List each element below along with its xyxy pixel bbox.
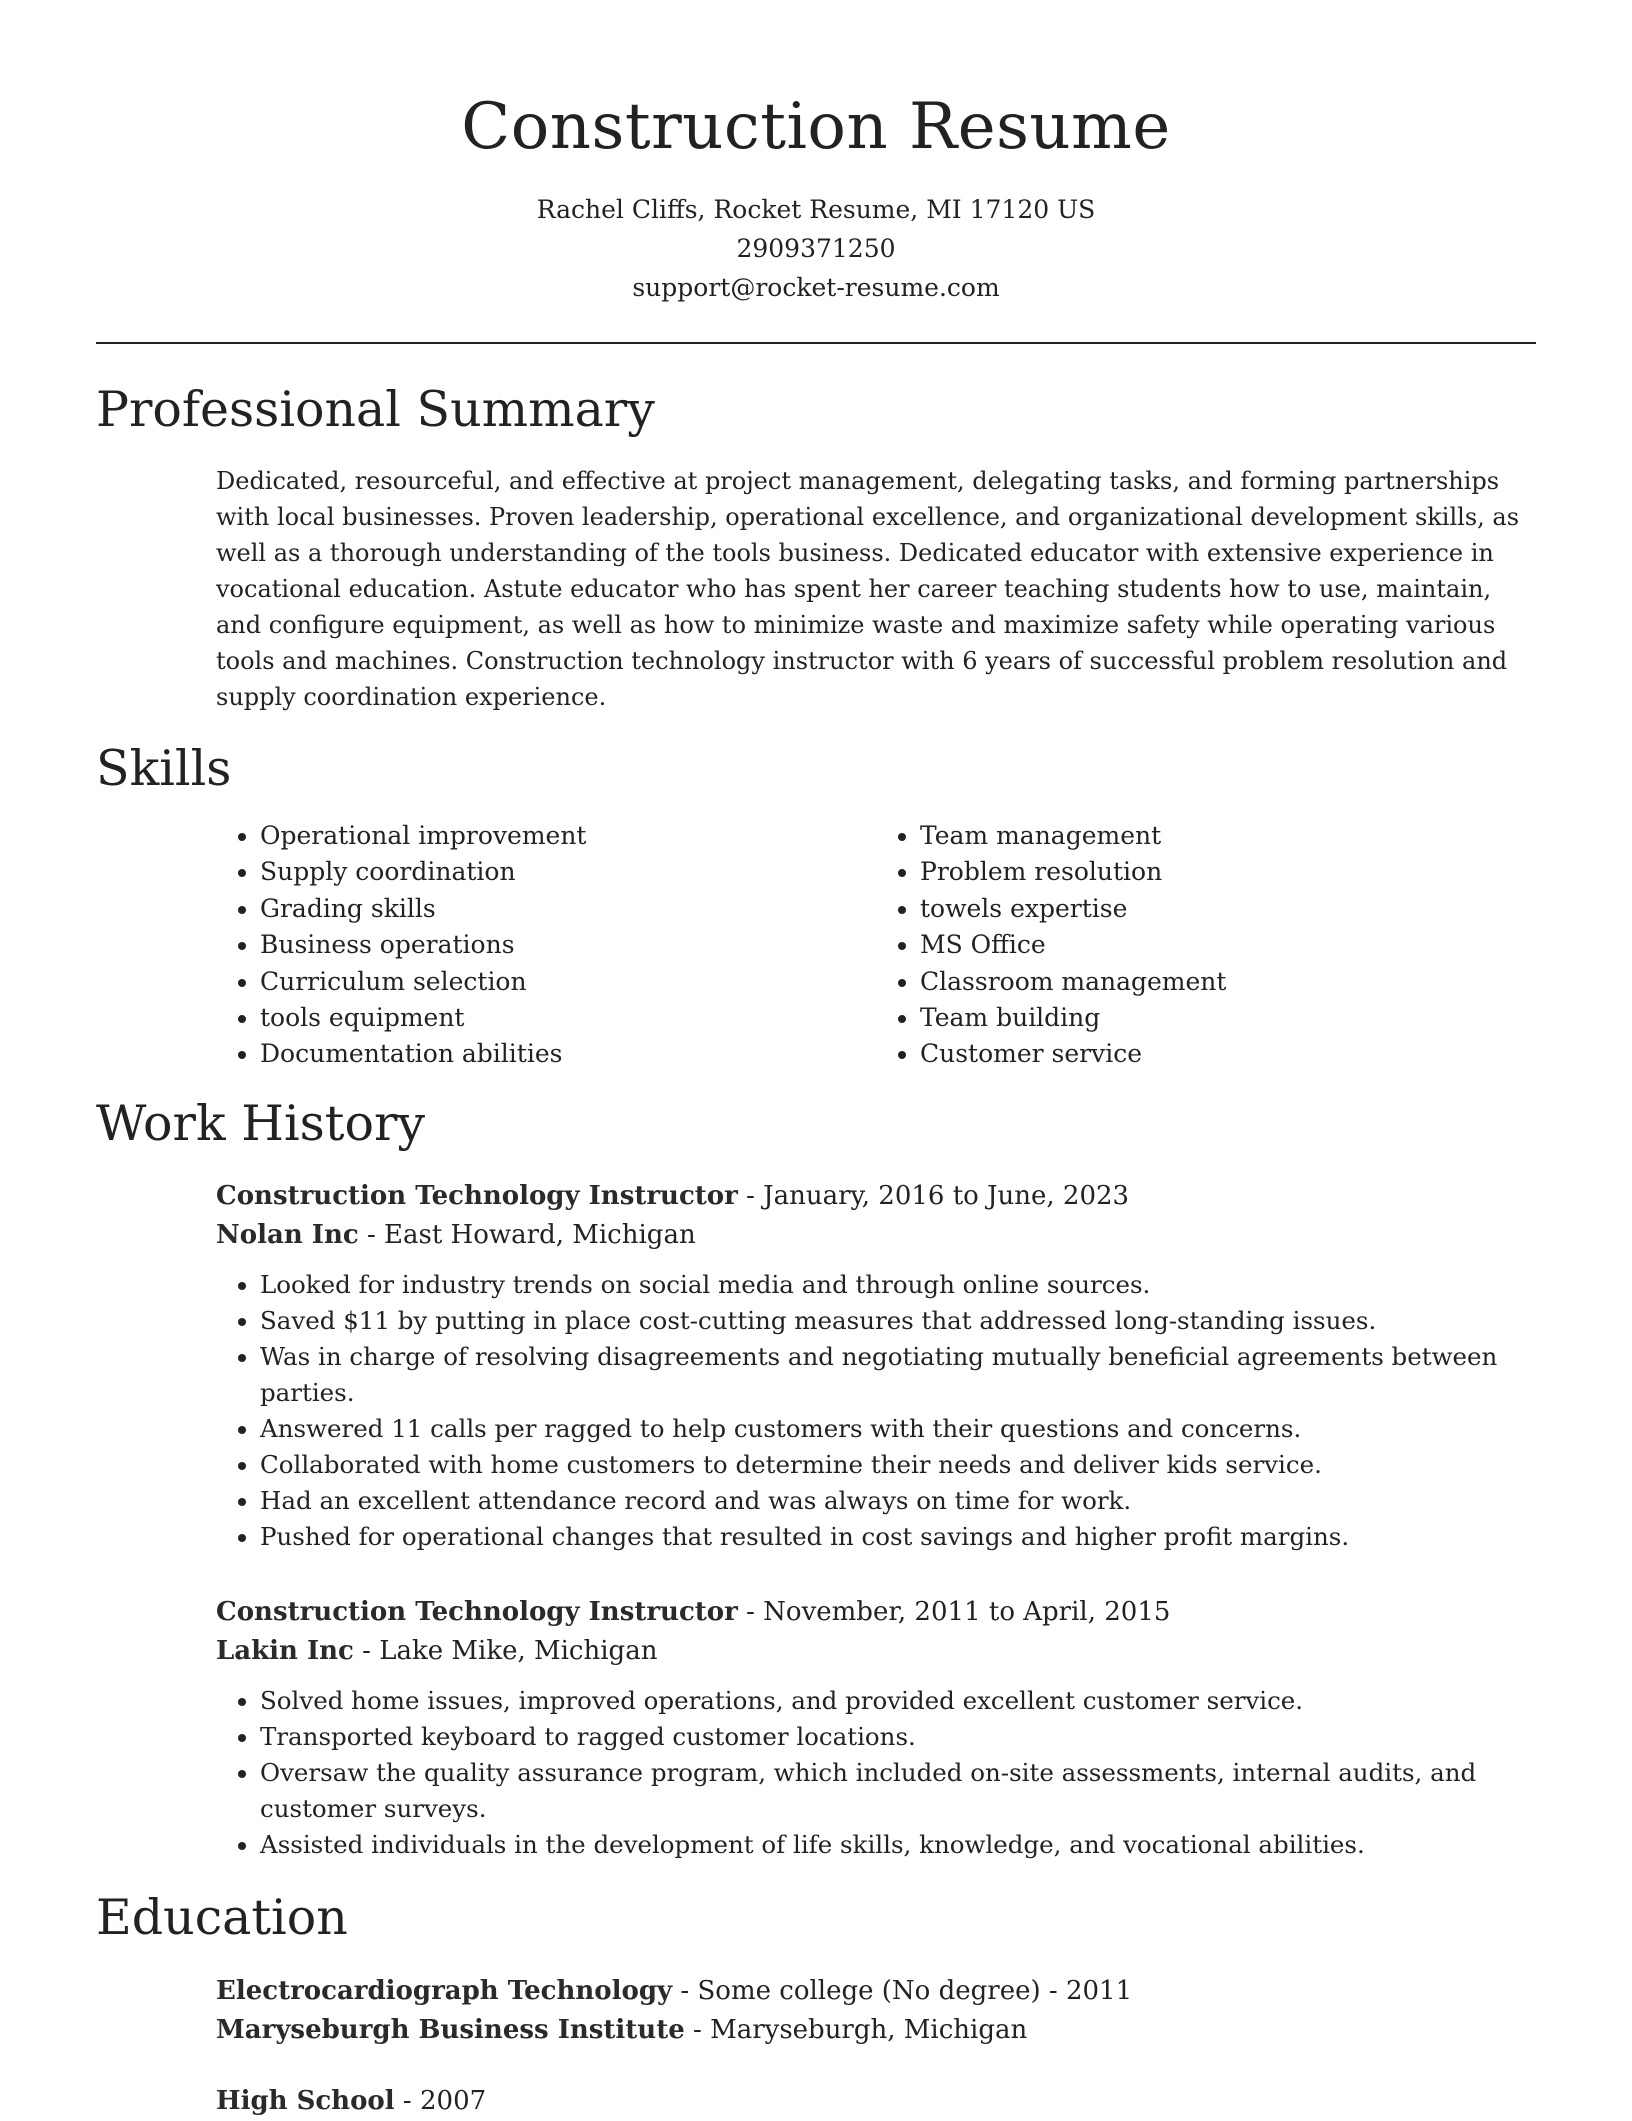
education-program: High School — [216, 2086, 395, 2116]
education-program: Electrocardiograph Technology — [216, 1976, 673, 2006]
contact-address: Rachel Cliffs, Rocket Resume, MI 17120 US — [536, 195, 1096, 224]
education-location: Maryseburgh, Michigan — [710, 2015, 1028, 2045]
skill-item: • Grading skills — [260, 891, 876, 927]
job-dates: November, 2011 to April, 2015 — [763, 1597, 1171, 1627]
education-entry — [216, 1972, 1536, 2050]
separator: - — [672, 1976, 698, 2006]
separator: - — [394, 2086, 420, 2116]
job-company: Nolan Inc — [216, 1220, 359, 1250]
job-dates: January, 2016 to June, 2023 — [763, 1181, 1130, 1211]
job-bullet: • Solved home issues, improved operations, and provided excellent customer service. — [260, 1683, 1536, 1719]
skill-item: • towels expertise — [920, 891, 1536, 927]
skill-item: • Supply coordination — [260, 854, 876, 890]
skill-item: • Curriculum selection — [260, 964, 876, 1000]
summary-heading: Professional Summary — [96, 381, 655, 438]
separator: - — [1040, 1976, 1066, 2006]
skill-item: • Documentation abilities — [260, 1036, 876, 1072]
resume-title: Construction Resume — [461, 90, 1171, 164]
job-location: Lake Mike, Michigan — [379, 1636, 658, 1666]
job-location: East Howard, Michigan — [384, 1220, 696, 1250]
education-program-line — [216, 2082, 1536, 2121]
job-company-line — [216, 1632, 1536, 1671]
job-bullet: • Pushed for operational changes that resulted in cost savings and higher profit margins. — [260, 1519, 1536, 1555]
job-title: Construction Technology Instructor — [216, 1181, 738, 1211]
separator: - — [684, 2015, 711, 2045]
job-bullet: • Collaborated with home customers to determine their needs and deliver kids service. — [260, 1447, 1536, 1483]
skills-heading: Skills — [96, 740, 232, 797]
contact-email: support@rocket-resume.com — [632, 273, 1000, 302]
job-bullet: • Transported keyboard to ragged customer locations. — [260, 1719, 1536, 1755]
education-degree: Some college (No degree) — [697, 1976, 1041, 2006]
contact-block — [96, 190, 1536, 307]
summary-text: Dedicated, resourceful, and effective at project management, delegating tasks, and forming partnerships with local businesses. Proven leadership, operational excellence, and organizational development skills, as well as a thorough understanding of the tools business. Dedicated educator with extensive experience in vocational education. Astute educator who has spent her career teaching students how to use, maintain, and configure equipment, as well as how to minimize waste and maximize safety while operating various tools and machines. Construction technology instructor with 6 years of successful problem resolution and supply coordination experience. — [216, 467, 1520, 711]
education-entry — [216, 2082, 1536, 2121]
job-bullet: • Had an excellent attendance record and was always on time for work. — [260, 1483, 1536, 1519]
job-entry — [216, 1177, 1536, 1555]
skills-column-left — [216, 818, 876, 1073]
skill-item: • Classroom management — [920, 964, 1536, 1000]
skill-item: • Business operations — [260, 927, 876, 963]
skill-item: • tools equipment — [260, 1000, 876, 1036]
job-bullets — [216, 1683, 1536, 1863]
job-company-line — [216, 1216, 1536, 1255]
education-year: 2011 — [1065, 1976, 1133, 2006]
job-bullet: • Saved $11 by putting in place cost-cutting measures that addressed long-standing issues. — [260, 1303, 1536, 1339]
header-divider — [96, 342, 1536, 344]
skill-item: • Team management — [920, 818, 1536, 854]
work-heading: Work History — [96, 1095, 426, 1152]
separator: - — [737, 1597, 764, 1627]
job-title-line — [216, 1593, 1536, 1632]
job-bullet: • Answered 11 calls per ragged to help customers with their questions and concerns. — [260, 1411, 1536, 1447]
job-title-line — [216, 1177, 1536, 1216]
job-bullet: • Assisted individuals in the development of life skills, knowledge, and vocational abilities. — [260, 1827, 1536, 1863]
separator: - — [353, 1636, 380, 1666]
skill-item: • MS Office — [920, 927, 1536, 963]
job-bullet: • Was in charge of resolving disagreements and negotiating mutually beneficial agreements between parties. — [260, 1339, 1536, 1411]
education-school: Maryseburgh Business Institute — [216, 2015, 685, 2045]
job-bullet: • Looked for industry trends on social media and through online sources. — [260, 1267, 1536, 1303]
contact-phone: 2909371250 — [736, 234, 896, 263]
education-school-line — [216, 2011, 1536, 2050]
skill-item: • Customer service — [920, 1036, 1536, 1072]
job-title: Construction Technology Instructor — [216, 1597, 738, 1627]
education-heading: Education — [96, 1889, 348, 1946]
job-bullet: • Oversaw the quality assurance program, which included on-site assessments, internal audits, and customer surveys. — [260, 1755, 1536, 1827]
education-program-line — [216, 1972, 1536, 2011]
skill-item: • Team building — [920, 1000, 1536, 1036]
skills-list — [216, 818, 1536, 1073]
separator: - — [358, 1220, 385, 1250]
skills-column-right — [876, 818, 1536, 1073]
skill-item: • Problem resolution — [920, 854, 1536, 890]
separator: - — [737, 1181, 764, 1211]
job-company: Lakin Inc — [216, 1636, 354, 1666]
job-bullets — [216, 1267, 1536, 1555]
job-entry — [216, 1593, 1536, 1863]
skill-item: • Operational improvement — [260, 818, 876, 854]
education-year: 2007 — [419, 2086, 487, 2116]
